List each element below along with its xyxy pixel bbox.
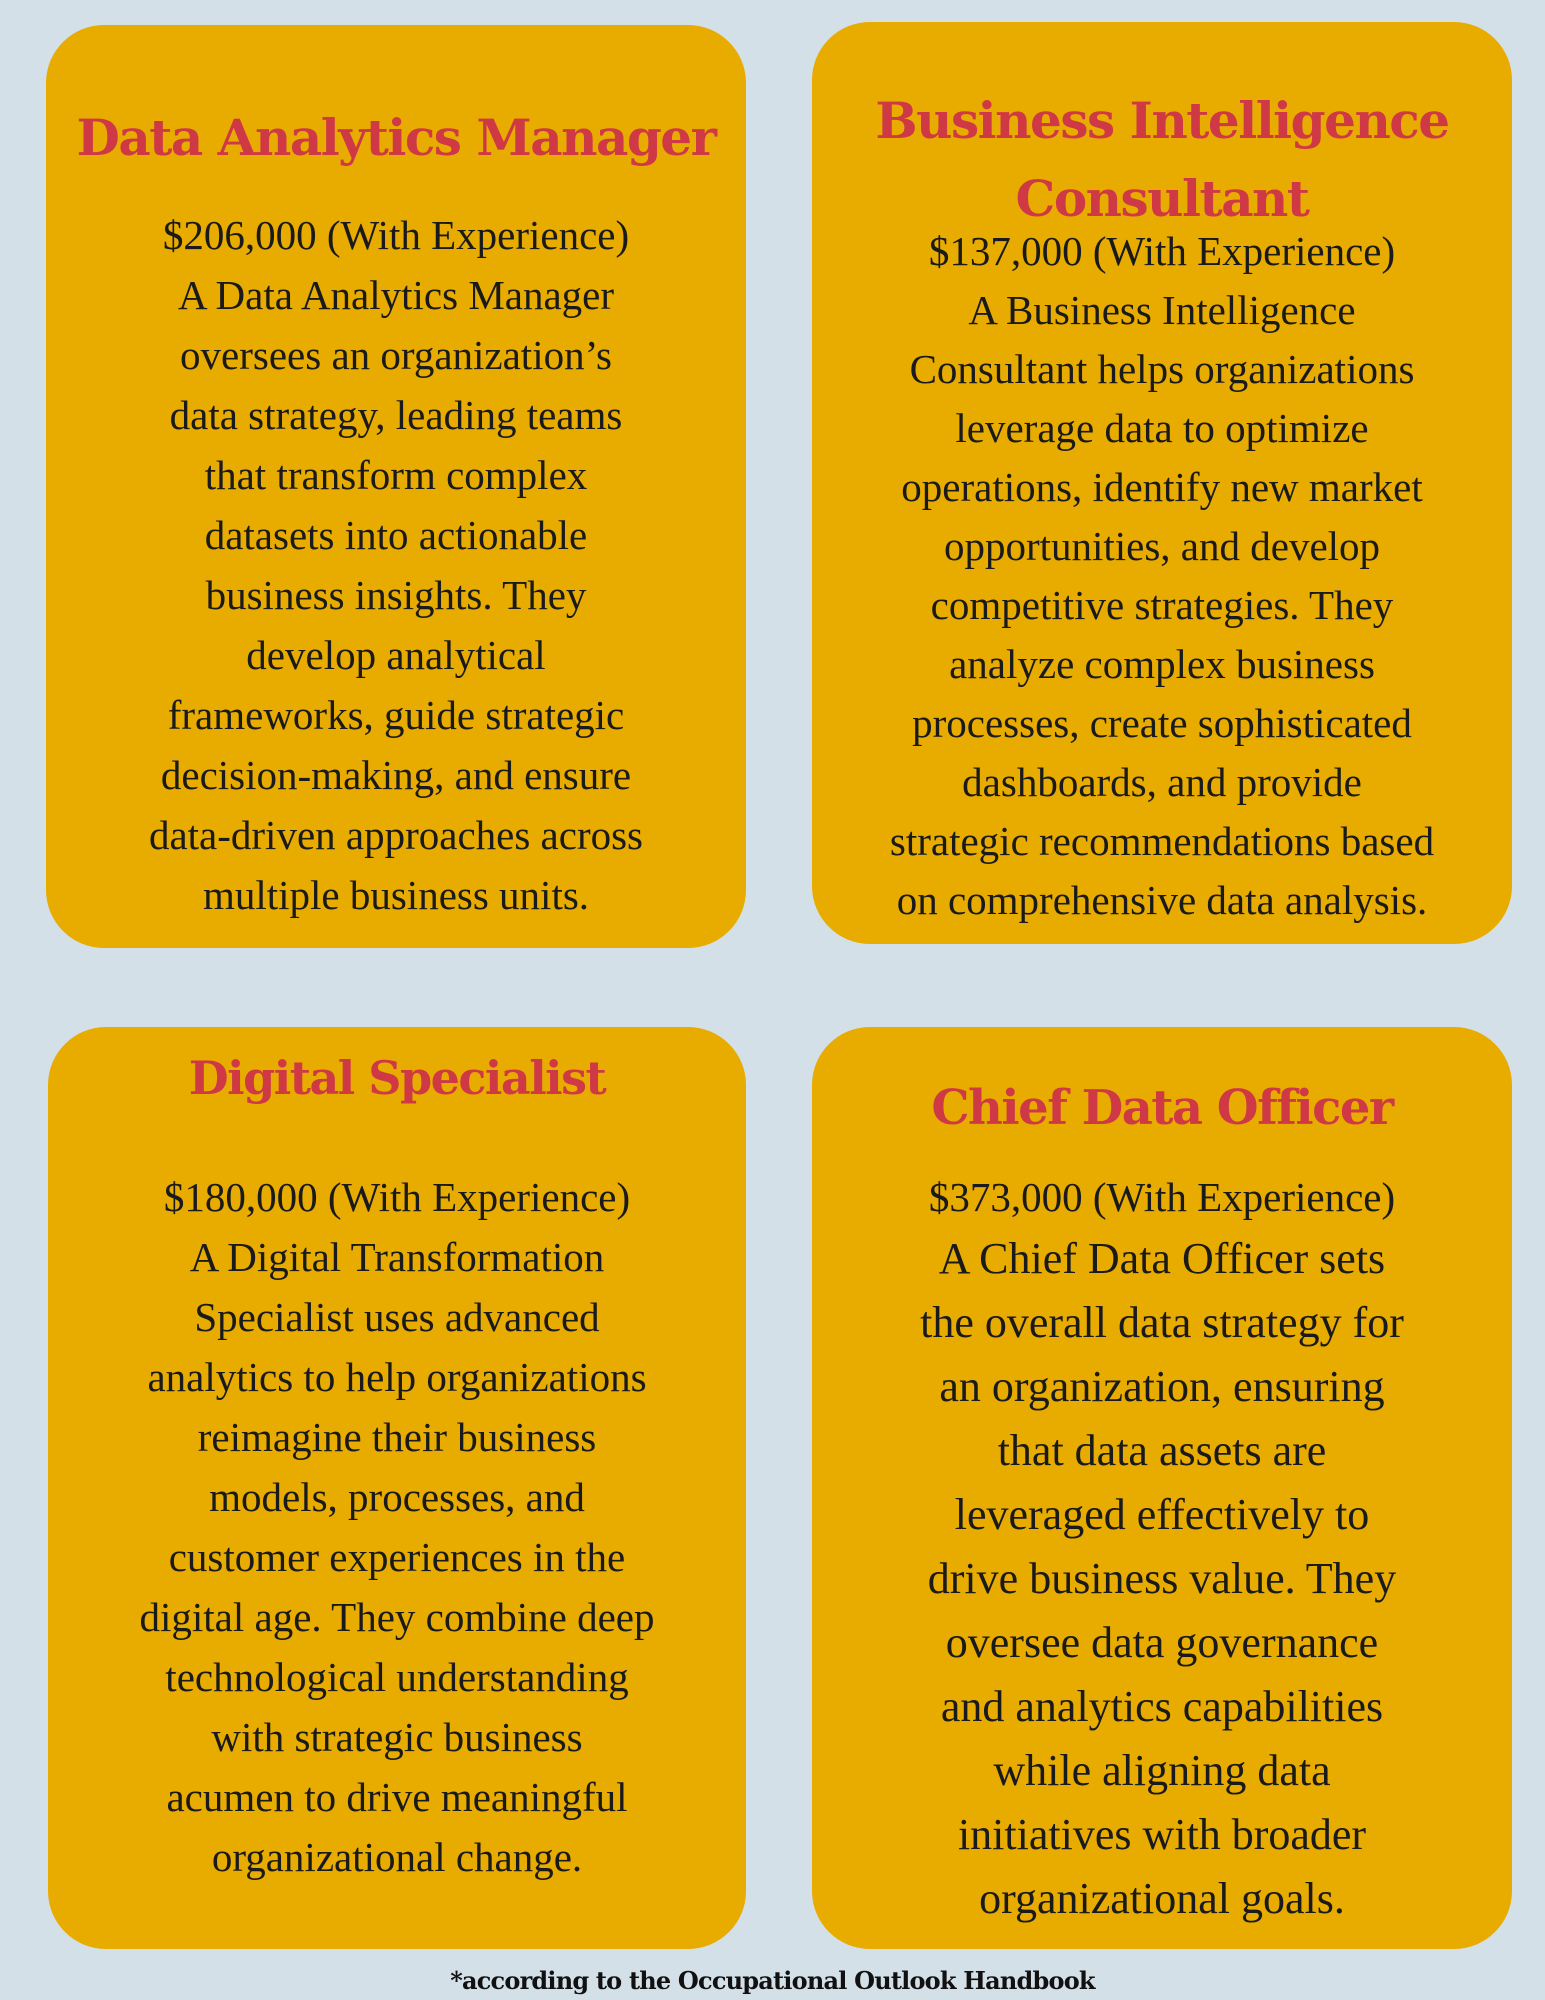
job-body	[48, 1167, 746, 1887]
description-line: customer experiences in the	[168, 1534, 626, 1580]
salary: $206,000 (With Experience)	[162, 212, 630, 258]
description-line: datasets into actionable	[204, 512, 588, 558]
source-footnote: *according to the Occupational Outlook Handbook	[450, 1966, 1095, 1995]
description-line: the overall data strategy for	[920, 1298, 1404, 1347]
description-line: A Digital Transformation	[189, 1234, 605, 1280]
job-description	[812, 1227, 1512, 1931]
job-title	[46, 105, 746, 171]
job-title	[812, 1075, 1512, 1141]
job-title-line: Digital Specialist	[188, 1051, 606, 1105]
job-description	[812, 281, 1512, 930]
job-title-line: Data Analytics Manager	[76, 108, 716, 167]
description-line: an organization, ensuring	[939, 1362, 1385, 1411]
description-line: and analytics capabilities	[940, 1682, 1384, 1731]
description-line: develop analytical	[246, 632, 546, 678]
description-line: that transform complex	[204, 452, 588, 498]
description-line: operations, identify new market	[901, 464, 1423, 510]
description-line: frameworks, guide strategic	[167, 692, 625, 738]
description-line: A Data Analytics Manager	[177, 272, 615, 318]
description-line: with strategic business	[211, 1714, 583, 1760]
description-line: leveraged effectively to	[954, 1490, 1370, 1539]
description-line: acumen to drive meaningful	[166, 1774, 628, 1820]
description-line: drive business value. They	[927, 1554, 1397, 1603]
description-line: Consultant helps organizations	[909, 346, 1415, 392]
description-line: A Business Intelligence	[968, 287, 1356, 333]
description-line: analytics to help organizations	[147, 1354, 647, 1400]
description-line: analyze complex business	[949, 641, 1375, 687]
job-title-line: Chief Data Officer	[931, 1080, 1393, 1136]
job-body	[812, 222, 1512, 930]
salary: $180,000 (With Experience)	[163, 1174, 631, 1220]
description-line: processes, create sophisticated	[912, 700, 1412, 746]
description-line: organizational change.	[211, 1834, 583, 1880]
description-line: opportunities, and develop	[943, 523, 1381, 569]
description-line: initiatives with broader	[957, 1810, 1367, 1859]
job-description	[48, 1227, 746, 1887]
job-body	[812, 1167, 1512, 1931]
description-line: multiple business units.	[202, 872, 590, 918]
description-line: data-driven approaches across	[148, 812, 644, 858]
job-title	[48, 1045, 746, 1111]
job-card-data-analytics-manager	[46, 25, 746, 948]
description-line: oversee data governance	[945, 1618, 1379, 1667]
job-title	[812, 82, 1512, 238]
description-line: on comprehensive data analysis.	[896, 877, 1428, 923]
description-line: strategic recommendations based	[889, 818, 1435, 864]
job-card-digital-specialist	[48, 1027, 746, 1949]
salary: $373,000 (With Experience)	[928, 1174, 1396, 1220]
description-line: A Chief Data Officer sets	[938, 1234, 1386, 1283]
description-line: leverage data to optimize	[955, 405, 1369, 451]
description-line: oversees an organization’s	[180, 332, 612, 378]
description-line: organizational goals.	[979, 1874, 1345, 1923]
description-line: technological understanding	[165, 1654, 629, 1700]
job-title-line: Business Intelligence	[875, 91, 1449, 150]
description-line: Specialist uses advanced	[194, 1294, 600, 1340]
job-description	[46, 265, 746, 925]
description-line: that data assets are	[997, 1426, 1327, 1475]
job-card-business-intelligence-consultant	[812, 22, 1512, 944]
description-line: business insights. They	[205, 572, 587, 618]
description-line: dashboards, and provide	[962, 759, 1362, 805]
description-line: decision-making, and ensure	[160, 752, 632, 798]
job-body	[46, 205, 746, 925]
description-line: models, processes, and	[209, 1474, 585, 1520]
description-line: reimagine their business	[197, 1414, 597, 1460]
description-line: competitive strategies. They	[930, 582, 1394, 628]
job-title-line: Consultant	[1015, 169, 1309, 228]
job-card-chief-data-officer	[812, 1027, 1512, 1949]
description-line: digital age. They combine deep	[139, 1594, 655, 1640]
description-line: while aligning data	[993, 1746, 1331, 1795]
salary: $137,000 (With Experience)	[928, 228, 1396, 274]
description-line: data strategy, leading teams	[169, 392, 623, 438]
